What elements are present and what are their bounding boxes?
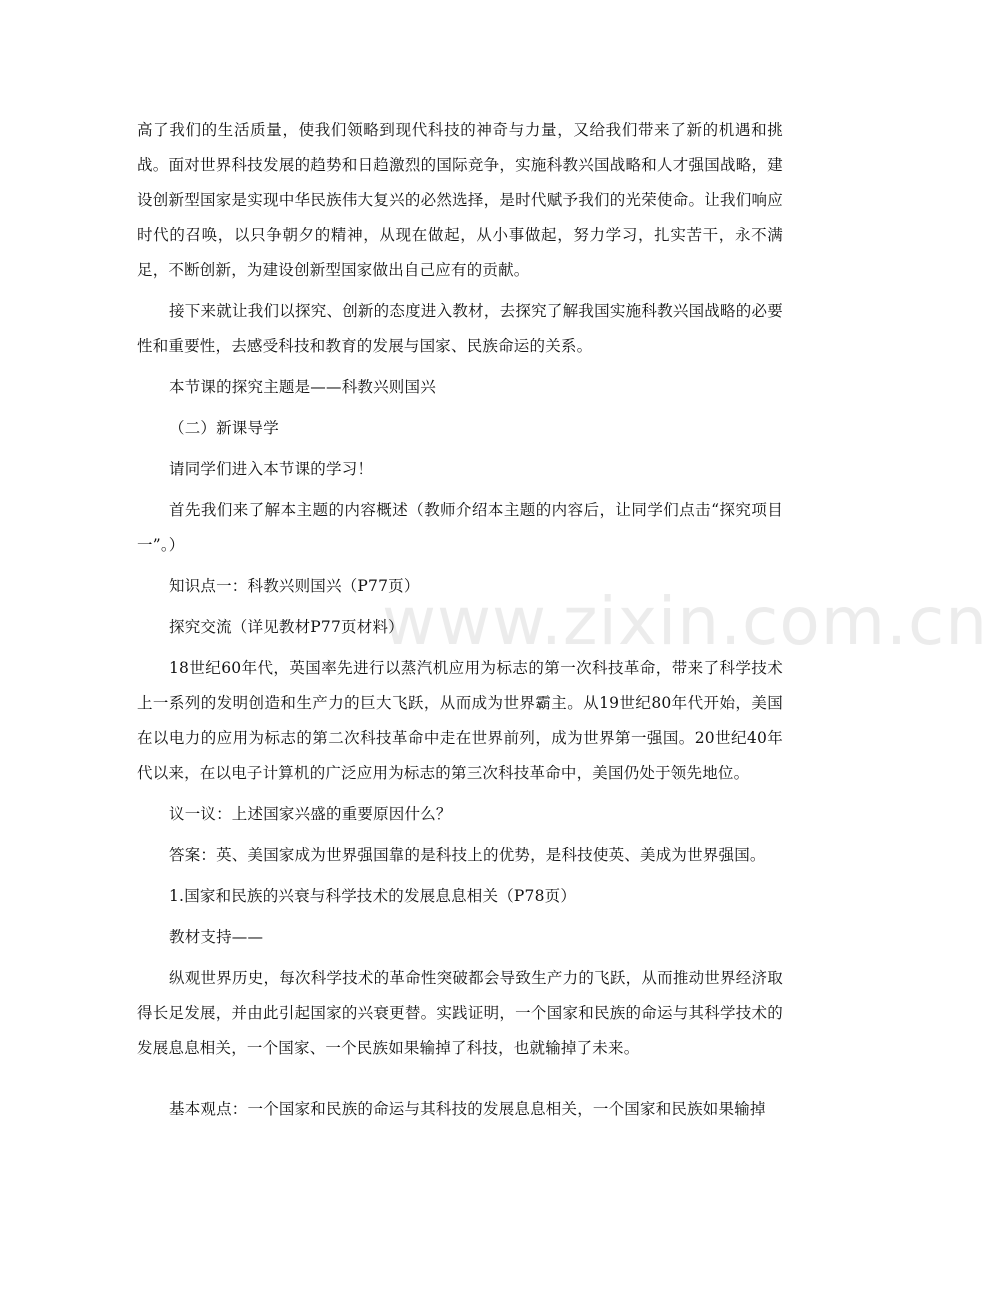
paragraph-topic: 本节课的探究主题是——科教兴则国兴	[169, 378, 436, 396]
paragraph-start-study: 请同学们进入本节课的学习！	[169, 460, 374, 478]
inquiry-exchange-heading: 探究交流（详见教材P77页材料）	[169, 618, 404, 636]
paragraph-overview: 首先我们来了解本主题的内容概述（教师介绍本主题的内容后，让同学们点击“探究项目一”。）	[137, 501, 783, 554]
paragraph-gap	[137, 1072, 783, 1092]
paragraph-basic-view: 基本观点：一个国家和民族的命运与其科技的发展息息相关，一个国家和民族如果输掉	[169, 1100, 766, 1118]
paragraph-tech-revolutions: 18世纪60年代，英国率先进行以蒸汽机应用为标志的第一次科技革命，带来了科学技术上一系列的发明创造和生产力的巨大飞跃，从而成为世界霸主。从19世纪80年代开始，美国在以电力的应用为标志的第二次科技革命中走在世界前列，成为世界第一强国。20世纪40年代以来，在以电子计算机的广泛应用为标志的第三次科技革命中，美国仍处于领先地位。	[137, 659, 783, 782]
discussion-question: 议一议：上述国家兴盛的重要原因什么？	[169, 805, 452, 823]
textbook-support-heading: 教材支持——	[169, 928, 264, 946]
document-body	[137, 113, 783, 1133]
point-one-heading: 1.国家和民族的兴衰与科学技术的发展息息相关（P78页）	[169, 887, 577, 905]
paragraph-intro-continued: 高了我们的生活质量，使我们领略到现代科技的神奇与力量，又给我们带来了新的机遇和挑战。面对世界科技发展的趋势和日趋激烈的国际竞争，实施科教兴国战略和人才强国战略，建设创新型国家是实现中华民族伟大复兴的必然选择，是时代赋予我们的光荣使命。让我们响应时代的召唤，以只争朝夕的精神，从现在做起，从小事做起，努力学习，扎实苦干，永不满足，不断创新，为建设创新型国家做出自己应有的贡献。	[137, 121, 783, 279]
section-heading-new-lesson: （二）新课导学	[169, 419, 279, 437]
paragraph-enter-textbook: 接下来就让我们以探究、创新的态度进入教材，去探究了解我国实施科教兴国战略的必要性和重要性，去感受科技和教育的发展与国家、民族命运的关系。	[137, 302, 783, 355]
watermark-text: www.zixin.com.cn	[382, 583, 988, 660]
paragraph-world-history: 纵观世界历史，每次科学技术的革命性突破都会导致生产力的飞跃，从而推动世界经济取得长足发展，并由此引起国家的兴衰更替。实践证明，一个国家和民族的命运与其科学技术的发展息息相关，一个国家、一个民族如果输掉了科技，也就输掉了未来。	[137, 969, 783, 1057]
knowledge-point-heading: 知识点一：科教兴则国兴（P77页）	[169, 577, 420, 595]
discussion-answer: 答案：英、美国家成为世界强国靠的是科技上的优势，是科技使英、美成为世界强国。	[169, 846, 766, 864]
